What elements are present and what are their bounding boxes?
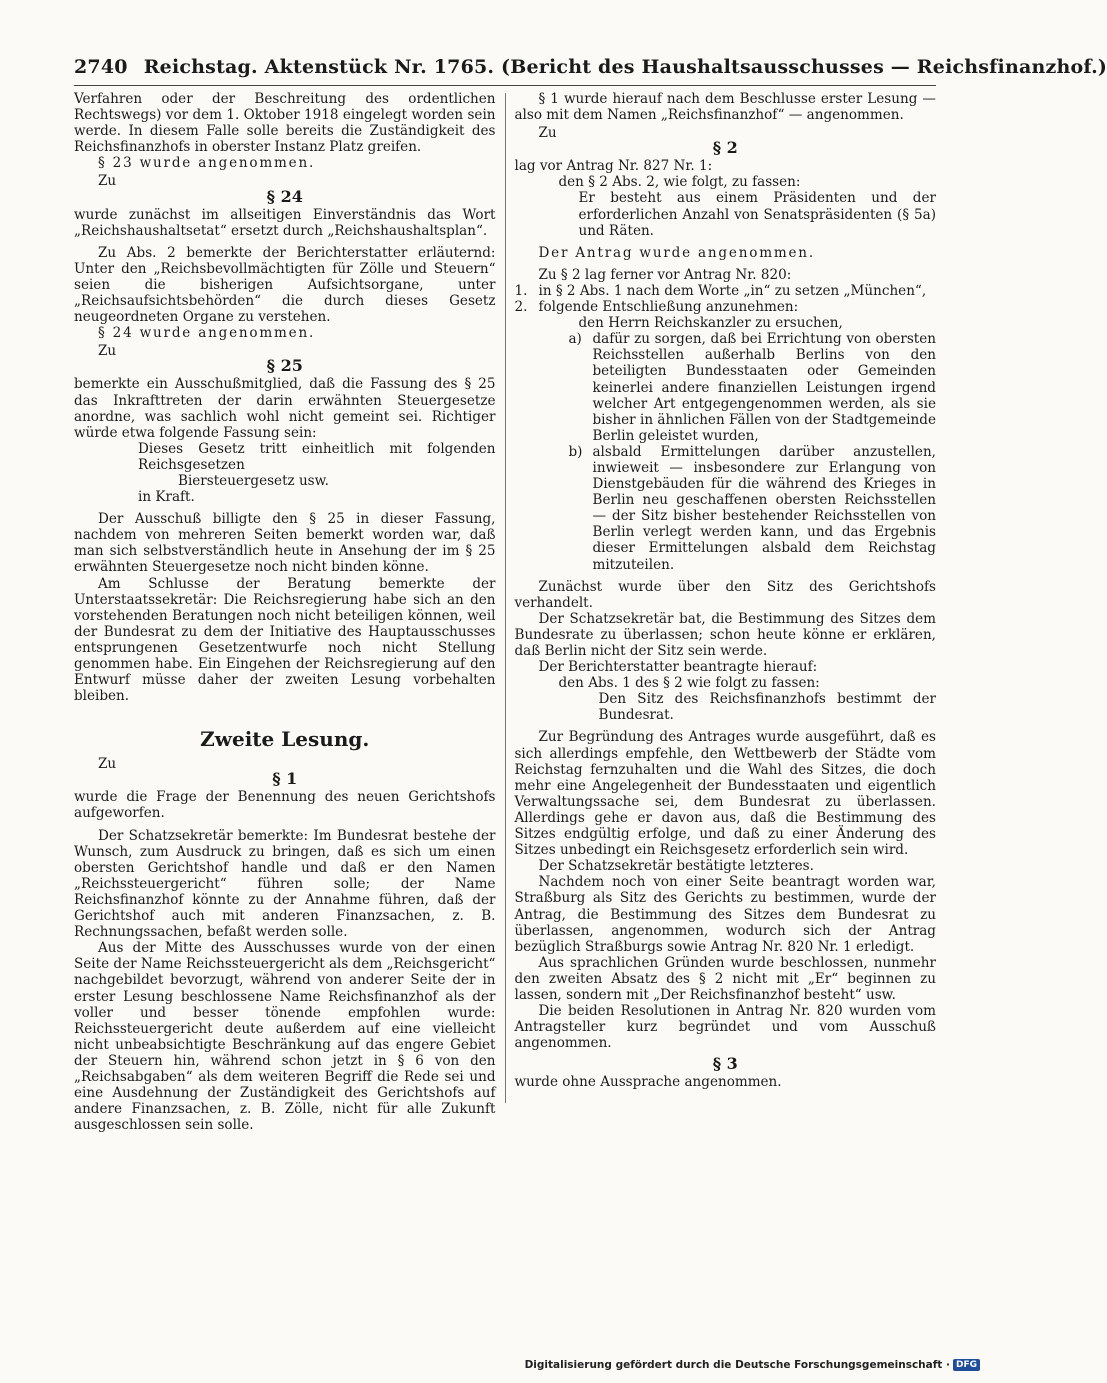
paragraph: Zu Abs. 2 bemerkte der Berichterstatter erläuternd: Unter den „Reichsbevollmächtigten für Zölle und Steuern“ seien die bisherigen Aufsichtsorgane, unter „Reichsaufsichtsbehörden“ die durch dieses Gesetz neugeordneten Organe zu verstehen.	[74, 244, 496, 326]
sub-list-label: b)	[568, 443, 583, 460]
zu-label: Zu	[98, 756, 117, 773]
right-column	[505, 91, 936, 1133]
list-text: in § 2 Abs. 1 nach dem Worte „in“ zu setzen „München“,	[538, 282, 927, 299]
section-heading-25: § 25	[266, 356, 303, 376]
paragraph: Der Schatzsekretär bestätigte letzteres.	[538, 858, 814, 875]
subheading-zweite-lesung: Zweite Lesung.	[200, 727, 370, 752]
list-number: 2.	[514, 299, 528, 316]
paragraph: § 1 wurde hierauf nach dem Beschlusse erster Lesung — also mit dem Namen „Reichsfinanzhof“ — angenommen.	[514, 91, 936, 124]
paragraph: § 23 wurde angenommen.	[98, 155, 316, 172]
paragraph: den Herrn Reichskanzler zu ersuchen,	[578, 315, 843, 332]
paragraph: Zur Begründung des Antrages wurde ausgeführt, daß es sich allerdings empfehle, den Wettbewerb der Städte vom Reichstag fernzuhalten und die Wahl des Sitzes, die doch mehr eine Angelegenheit der Bundesstaaten und eigentlich Verwaltungssache sei, dem Bundesrat zu überlassen. Allerdings gehe er davon aus, daß die Bestimmung des Sitzes endgültig erfolge, und daß zu einer Änderung des Sitzes unbedingt ein Reichsgesetz erforderlich sein wird.	[514, 729, 936, 859]
paragraph: Der Schatzsekretär bat, die Bestimmung des Sitzes dem Bundesrate zu überlassen; schon heute könne er erklären, daß Berlin nicht der Sitz sein werde.	[514, 610, 936, 659]
paragraph: wurde zunächst im allseitigen Einverständnis das Wort „Reichshaushaltsetat“ ersetzt durch „Reichshaushaltsplan“.	[74, 206, 496, 239]
quote-block: Den Sitz des Reichsfinanzhofs bestimmt der Bundesrat.	[598, 691, 936, 724]
paragraph: Der Ausschuß billigte den § 25 in dieser Fassung, nachdem von mehreren Seiten bemerkt worden war, daß man sich selbstverständlich heute in Ansehung der im § 25 erwähnten Steuergesetze noch nicht binden könne.	[74, 511, 496, 576]
sub-list-item-a	[514, 331, 936, 444]
paragraph: Aus der Mitte des Ausschusses wurde von der einen Seite der Name Reichssteuergericht als dem „Reichsgericht“ nachgebildet bevorzugt, während von anderer Seite der in erster Lesung beschlossene Name Reichsfinanzhof als der voller und besser tönende empfohlen wurde: Reichssteuergericht deute außerdem auf eine vielleicht nicht unbeabsichtigte Beschränkung auf das engere Gebiet der Steuern hin, während schon jetzt in § 6 von den „Reichsabgaben“ als dem weiteren Begriff die Rede sei und eine Ausdehnung der Zuständigkeit des Gerichtshofs auf andere Finanzsachen, z. B. Zölle, nicht für alle Zukunft ausgeschlossen sein solle.	[74, 940, 496, 1134]
paragraph: lag vor Antrag Nr. 827 Nr. 1:	[514, 158, 713, 175]
paragraph: den § 2 Abs. 2, wie folgt, zu fassen:	[558, 174, 801, 191]
list-item	[514, 283, 936, 299]
sub-list-text: alsbald Ermittelungen darüber anzustellen, inwieweit — insbesondere zur Erlangung von Dienstgebäuden für die während des Krieges in Berlin neu geschaffenen obersten Reichsstellen — der Sitz bisher bestehender Reichsstellen von Berlin verlegt werden kann, und das Ergebnis dieser Ermittelungen alsbald dem Reichstag mitzuteilen.	[592, 443, 936, 573]
paragraph: wurde ohne Aussprache angenommen.	[514, 1074, 782, 1091]
paragraph: bemerkte ein Ausschußmitglied, daß die Fassung des § 25 das Inkrafttreten der darin erwähnten Steuergesetze anordne, was sachlich wohl nicht gemeint sei. Richtiger würde etwa folgende Fassung sein:	[74, 376, 496, 441]
paragraph: Der Berichterstatter beantragte hierauf:	[538, 659, 818, 676]
paragraph: Der Antrag wurde angenommen.	[538, 244, 815, 261]
section-heading-3: § 3	[712, 1054, 738, 1074]
paragraph: Am Schlusse der Beratung bemerkte der Unterstaatssekretär: Die Reichsregierung habe sich an den vorstehenden Beratungen noch nicht beteiligen können, weil der Bundesrat zu dem der Initiative des Hauptausschusses entsprungenen Gesetzentwurfe noch nicht Stellung genommen habe. Ein Eingehen der Reichsregierung auf den Entwurf müsse daher der zweiten Lesung vorbehalten bleiben.	[74, 575, 496, 705]
paragraph: Die beiden Resolutionen in Antrag Nr. 820 wurden vom Antragsteller kurz begründet und vom Ausschuß angenommen.	[514, 1003, 936, 1052]
paragraph: den Abs. 1 des § 2 wie folgt zu fassen:	[558, 675, 820, 692]
page	[74, 56, 1107, 1134]
paragraph: Nachdem noch von einer Seite beantragt worden war, Straßburg als Sitz des Gerichts zu bestimmen, wurde der Antrag, die Bestimmung des Sitzes dem Bundesrat zu überlassen, angenommen, wodurch sich der Antrag bezüglich Straßburgs sowie Antrag Nr. 820 Nr. 1 erledigt.	[514, 874, 936, 955]
paragraph: wurde die Frage der Benennung des neuen Gerichtshofs aufgeworfen.	[74, 789, 496, 822]
section-heading-24: § 24	[266, 186, 303, 206]
paragraph: Zu § 2 lag ferner vor Antrag Nr. 820:	[538, 266, 792, 283]
page-header	[74, 56, 1107, 86]
paragraph: Aus sprachlichen Gründen wurde beschlossen, nunmehr den zweiten Absatz des § 2 nicht mit „Er“ beginnen zu lassen, sondern mit „Der Reichsfinanzhof besteht“ usw.	[514, 954, 936, 1003]
sub-list-label: a)	[568, 331, 582, 348]
list-number: 1.	[514, 282, 528, 299]
left-column	[74, 91, 505, 1133]
sub-list-item-b	[514, 444, 936, 573]
paragraph: Der Schatzsekretär bemerkte: Im Bundesrat bestehe der Wunsch, zum Ausdruck zu bringen, daß es sich um einen obersten Gerichtshof handle und daß er den Namen „Reichssteuergericht“ führen solle; der Name Reichsfinanzhof könnte zu der Annahme führen, daß der Gerichtshof auch mit anderen Finanzsachen, z. B. Rechnungssachen, befaßt werden solle.	[74, 827, 496, 941]
footer-text: Digitalisierung gefördert durch die Deutsche Forschungsgemeinschaft ·	[524, 1359, 950, 1371]
list-text: folgende Entschließung anzunehmen:	[538, 299, 799, 316]
dfg-logo: DFG	[953, 1359, 980, 1371]
zu-label: Zu	[98, 343, 117, 360]
paragraph: Zunächst wurde über den Sitz des Gerichtshofs verhandelt.	[514, 578, 936, 611]
sub-list-text: dafür zu sorgen, daß bei Errichtung von obersten Reichsstellen außerhalb Berlins von den beteiligten Bundesstaaten oder Gemeinden keinerlei andere finanziellen Leistungen irgend welcher Art entgegengenommen werden, als sie bisher in ähnlichen Fällen von der Stadtgemeinde Berlin geleistet wurden,	[592, 331, 936, 444]
paragraph: Verfahren oder der Beschreitung des ordentlichen Rechtswegs) vor dem 1. Oktober 1918 eingelegt worden sein werde. In diesem Falle solle bereits die Zuständigkeit des Reichsfinanzhofs in oberster Instanz Platz greifen.	[74, 91, 496, 156]
section-heading-1: § 1	[272, 769, 298, 789]
two-column-body	[74, 91, 936, 1133]
footer-credit	[525, 1359, 980, 1371]
section-heading-2: § 2	[712, 138, 738, 158]
quote-line: Dieses Gesetz tritt einheitlich mit folgenden Reichsgesetzen	[138, 440, 496, 473]
quote-block: Er besteht aus einem Präsidenten und der erforderlichen Anzahl von Senatspräsidenten (§ 5a) und Räten.	[578, 190, 936, 239]
list-item	[514, 299, 936, 315]
page-number: 2740	[74, 56, 128, 78]
quote-line: Biersteuergesetz usw.	[178, 472, 329, 489]
quote-line: in Kraft.	[138, 489, 195, 506]
zu-label: Zu	[538, 125, 557, 142]
zu-label: Zu	[98, 173, 117, 190]
page-title: Reichstag. Aktenstück Nr. 1765. (Bericht des Haushaltsausschusses — Reichsfinanzhof.)	[143, 56, 1107, 78]
paragraph: § 24 wurde angenommen.	[98, 325, 316, 342]
